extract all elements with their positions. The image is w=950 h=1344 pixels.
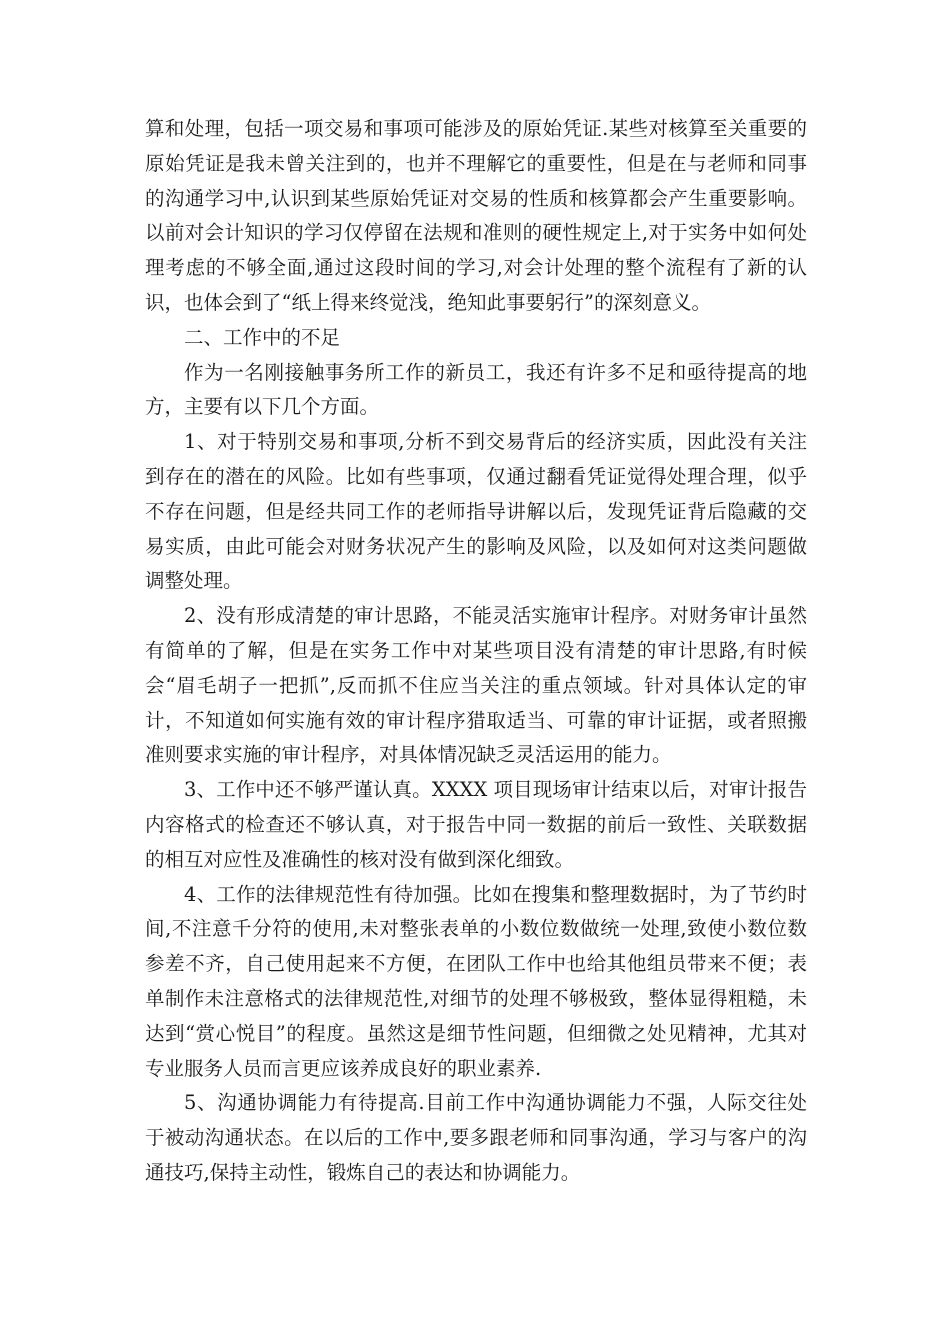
document-body — [145, 112, 807, 1191]
paragraph-item-1: 1、对于特别交易和事项,分析不到交易背后的经济实质，因此没有关注到存在的潜在的风险。比如有些事项，仅通过翻看凭证觉得处理合理，似乎不存在问题，但是经共同工作的老师指导讲解以后，发现凭证背后隐藏的交易实质，由此可能会对财务状况产生的影响及风险，以及如何对这类问题做调整处理。 — [145, 430, 807, 593]
section-heading-shortcomings: 二、工作中的不足 — [184, 325, 341, 349]
paragraph-item-5: 5、沟通协调能力有待提高.目前工作中沟通协调能力不强，人际交往处于被动沟通状态。在以后的工作中,要多跟老师和同事沟通，学习与客户的沟通技巧,保持主动性，锻炼自己的表达和协调能力。 — [145, 1091, 807, 1184]
paragraph-intro: 作为一名刚接触事务所工作的新员工，我还有许多不足和亟待提高的地方，主要有以下几个方面。 — [145, 360, 807, 419]
paragraph-item-4: 4、工作的法律规范性有待加强。比如在搜集和整理数据时，为了节约时间,不注意千分符的使用,未对整张表单的小数位数做统一处理,致使小数位数参差不齐，自己使用起来不方便，在团队工作中也给其他组员带来不便；表单制作未注意格式的法律规范性,对细节的处理不够极致，整体显得粗糙，未达到“赏心悦目”的程度。虽然这是细节性问题，但细微之处见精神，尤其对专业服务人员而言更应该养成良好的职业素养. — [145, 882, 807, 1080]
paragraph-item-3: 3、工作中还不够严谨认真。XXXX 项目现场审计结束以后，对审计报告内容格式的检查还不够认真，对于报告中同一数据的前后一致性、关联数据的相互对应性及准确性的核对没有做到深化细致。 — [145, 778, 807, 871]
paragraph-continued: 算和处理，包括一项交易和事项可能涉及的原始凭证.某些对核算至关重要的原始凭证是我未曾关注到的，也并不理解它的重要性，但是在与老师和同事的沟通学习中,认识到某些原始凭证对交易的性质和核算都会产生重要影响。以前对会计知识的学习仅停留在法规和准则的硬性规定上,对于实务中如何处理考虑的不够全面,通过这段时间的学习,对会计处理的整个流程有了新的认识，也体会到了“纸上得来终觉浅，绝知此事要躬行”的深刻意义。 — [145, 117, 807, 314]
paragraph-item-2: 2、没有形成清楚的审计思路，不能灵活实施审计程序。对财务审计虽然有简单的了解，但是在实务工作中对某些项目没有清楚的审计思路,有时候会“眉毛胡子一把抓”,反而抓不住应当关注的重点领域。针对具体认定的审计，不知道如何实施有效的审计程序猎取适当、可靠的审计证据，或者照搬准则要求实施的审计程序，对具体情况缺乏灵活运用的能力。 — [145, 604, 807, 767]
